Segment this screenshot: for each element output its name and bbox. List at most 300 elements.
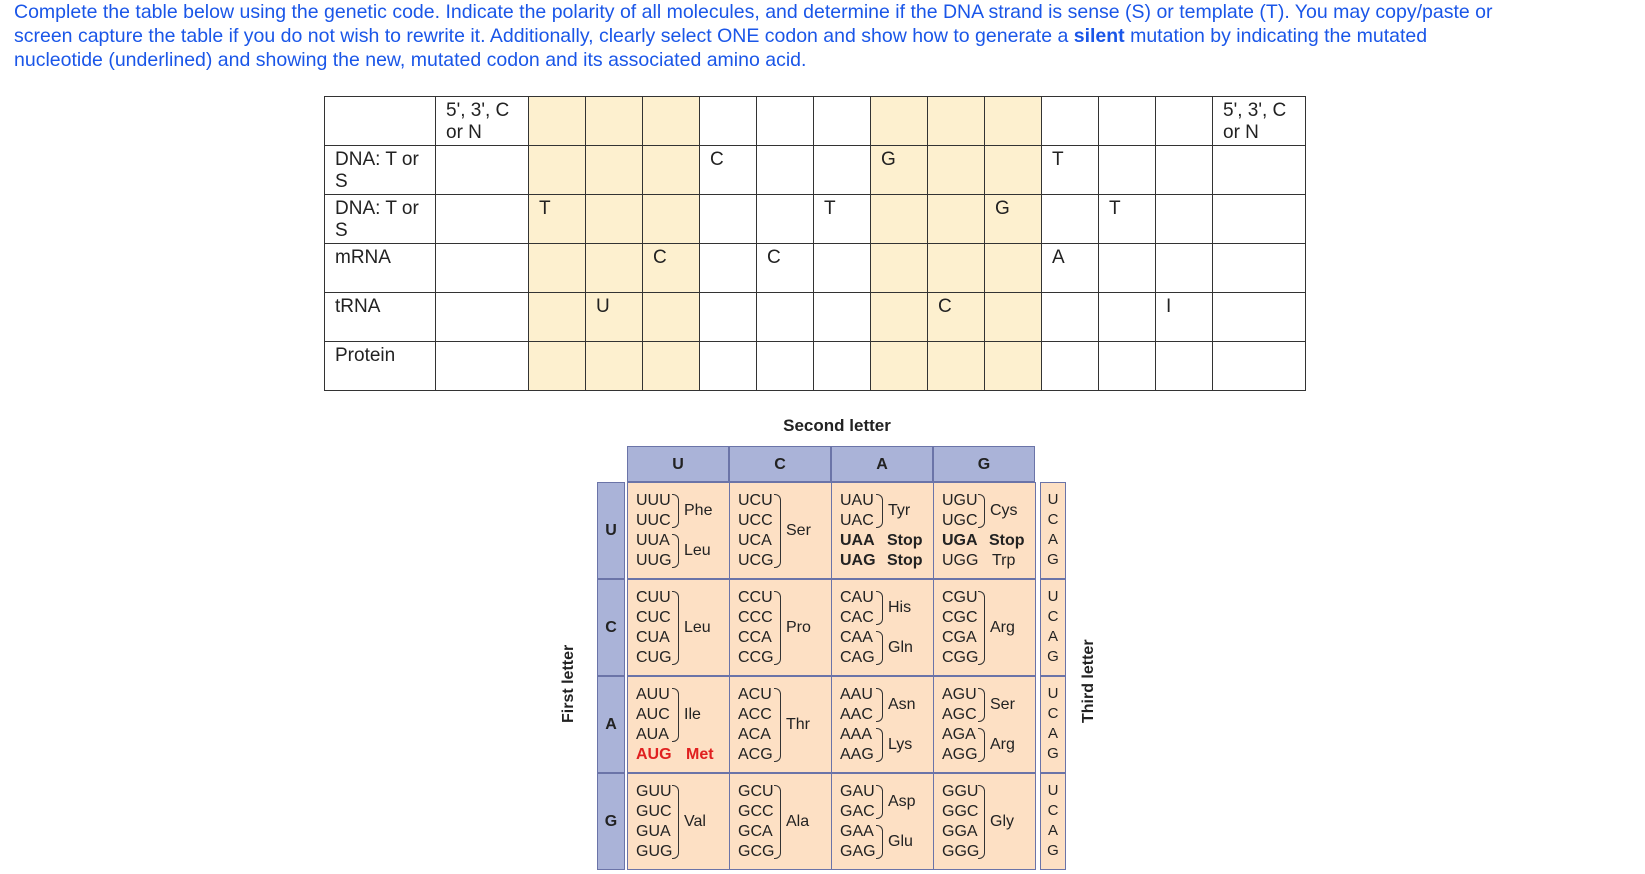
worksheet-cell[interactable]: [757, 195, 814, 244]
amino-acid: Tyr: [888, 502, 911, 519]
worksheet-cell[interactable]: [436, 293, 529, 342]
codon: CUG: [636, 649, 672, 666]
header-cell[interactable]: [1099, 97, 1156, 146]
brace: [774, 688, 781, 762]
amino-acid: Thr: [786, 716, 810, 733]
codon-cell: [933, 773, 1036, 870]
worksheet-cell-text: [586, 342, 642, 345]
worksheet-cell[interactable]: [814, 293, 871, 342]
amino-acid: Gly: [990, 813, 1014, 830]
third-letter-label: Third letter: [1080, 639, 1097, 723]
worksheet-cell-text: T: [824, 198, 836, 219]
silent-keyword: silent: [1073, 25, 1125, 47]
worksheet-cell[interactable]: [1042, 244, 1099, 293]
codon: GCU: [738, 783, 774, 800]
third-letter-u: U: [1047, 588, 1059, 605]
row-label[interactable]: [325, 146, 436, 195]
worksheet-cell-text: [985, 146, 1041, 149]
worksheet-cell-text: T: [539, 198, 551, 219]
header-cell-text: [871, 97, 927, 100]
amino-acid: Val: [684, 813, 706, 830]
worksheet-cell[interactable]: [586, 293, 643, 342]
worksheet-cell[interactable]: [1156, 244, 1213, 293]
polarity-cell-right[interactable]: [1213, 97, 1306, 146]
codon-cell: [831, 482, 934, 579]
first-letter-u: U: [597, 482, 625, 579]
codon: GAC: [840, 803, 875, 820]
codon: GAU: [840, 783, 875, 800]
codon: CGU: [942, 589, 978, 606]
codon-cell: [933, 579, 1036, 676]
worksheet-cell-text: [1042, 195, 1098, 198]
worksheet-cell-text: [529, 244, 585, 247]
worksheet-cell[interactable]: [871, 244, 928, 293]
brace: [876, 728, 883, 762]
third-letter-a: A: [1047, 725, 1058, 742]
header-cell-text: [700, 97, 756, 100]
codon: UGA: [942, 532, 978, 549]
instructions-line-2: [14, 24, 1639, 48]
amino-acid: Asn: [888, 696, 916, 713]
codon-cell: [729, 579, 832, 676]
worksheet-cell-text: [529, 293, 585, 296]
worksheet-cell[interactable]: [928, 293, 985, 342]
worksheet-cell[interactable]: [586, 146, 643, 195]
worksheet-cell[interactable]: [1099, 244, 1156, 293]
header-cell-text: [1099, 97, 1155, 100]
amino-acid: Trp: [992, 552, 1016, 569]
worksheet-cell[interactable]: [871, 195, 928, 244]
brace: [978, 688, 985, 722]
worksheet-cell-text: [436, 244, 528, 247]
worksheet-cell[interactable]: [529, 342, 586, 391]
instructions-line-1: Complete the table below using the genetic code. Indicate the polarity of all molecules, and determine if the DNA strand is sense (S) or template (T). You may copy/paste or: [14, 1, 1493, 23]
amino-acid: Ser: [990, 696, 1015, 713]
worksheet-cell-text: [1213, 244, 1305, 247]
worksheet-cell-text: C: [710, 149, 724, 170]
third-letter-u: U: [1047, 782, 1059, 799]
codon: ACA: [738, 726, 771, 743]
stop-label: Stop: [887, 552, 923, 569]
row-label-text: tRNA: [335, 296, 381, 317]
codon: CGG: [942, 649, 979, 666]
worksheet-cell[interactable]: [700, 146, 757, 195]
worksheet-cell-text: [586, 195, 642, 198]
third-letter-column: [1040, 676, 1066, 773]
codon: AAA: [840, 726, 873, 743]
codon: GUG: [636, 843, 673, 860]
codon-cell: [627, 482, 730, 579]
worksheet-cell-text: [643, 146, 699, 149]
instructions-line-2-end: mutation by indicating the mutated: [1124, 25, 1428, 47]
codon-cell: [729, 676, 832, 773]
worksheet-cell-text: [871, 244, 927, 247]
worksheet-cell[interactable]: [700, 195, 757, 244]
header-cell[interactable]: [757, 97, 814, 146]
brace: [978, 728, 985, 762]
codon: ACG: [738, 746, 773, 763]
worksheet-cell[interactable]: [1099, 195, 1156, 244]
header-cell-text: [1156, 97, 1212, 100]
brace: [672, 785, 679, 859]
third-letter-column: [1040, 482, 1066, 579]
header-cell-text: [757, 97, 813, 100]
second-letter-g: G: [933, 446, 1035, 482]
worksheet-cell[interactable]: [1042, 146, 1099, 195]
worksheet-cell-text: [643, 342, 699, 345]
codon: UGC: [942, 512, 978, 529]
codon: UCU: [738, 492, 773, 509]
worksheet-cell-text: A: [1052, 247, 1065, 268]
third-letter-g: G: [1047, 648, 1059, 665]
worksheet-cell[interactable]: [757, 293, 814, 342]
worksheet-cell[interactable]: [928, 342, 985, 391]
worksheet-cell-text: [985, 244, 1041, 247]
codon-cell: [831, 579, 934, 676]
codon: UAG: [840, 552, 876, 569]
worksheet-cell[interactable]: [1099, 293, 1156, 342]
worksheet-cell-text: [1042, 293, 1098, 296]
codon: AUU: [636, 686, 670, 703]
polarity-cell-left[interactable]: [436, 97, 529, 146]
polarity-cell-right-text: 5', 3', C or N: [1223, 100, 1287, 143]
worksheet-cell[interactable]: [436, 342, 529, 391]
brace: [978, 591, 985, 665]
worksheet-cell[interactable]: [1213, 293, 1306, 342]
codon: CCA: [738, 629, 772, 646]
amino-acid: Gln: [888, 639, 913, 656]
amino-acid: Asp: [888, 793, 916, 810]
worksheet-cell[interactable]: [586, 244, 643, 293]
brace: [876, 688, 883, 722]
worksheet-cell[interactable]: [529, 146, 586, 195]
brace: [876, 631, 883, 665]
first-letter-c: C: [597, 579, 625, 676]
header-cell-text: [985, 97, 1041, 100]
codon: AGA: [942, 726, 976, 743]
second-letter-title: Second letter: [783, 416, 891, 435]
worksheet-cell[interactable]: [529, 293, 586, 342]
codon: UCA: [738, 532, 772, 549]
third-letter-c: C: [1047, 705, 1059, 722]
brace: [774, 785, 781, 859]
brace: [672, 688, 679, 742]
codon: UAA: [840, 532, 875, 549]
row-label[interactable]: [325, 195, 436, 244]
worksheet-cell[interactable]: [1156, 342, 1213, 391]
worksheet-cell[interactable]: [1156, 293, 1213, 342]
header-cell[interactable]: [700, 97, 757, 146]
codon: AUG: [636, 746, 672, 763]
worksheet-cell[interactable]: [1099, 342, 1156, 391]
worksheet-cell-text: [757, 146, 813, 149]
worksheet-cell-text: [1099, 244, 1155, 247]
worksheet-cell-text: [814, 146, 870, 149]
worksheet-cell[interactable]: [928, 244, 985, 293]
worksheet-cell-text: [871, 293, 927, 296]
worksheet-cell[interactable]: [1042, 342, 1099, 391]
worksheet-cell-text: [1099, 342, 1155, 345]
first-letter-label: First letter: [560, 644, 577, 723]
header-cell-text: [586, 97, 642, 100]
codon-cell: [831, 676, 934, 773]
worksheet-cell[interactable]: [1213, 195, 1306, 244]
worksheet-cell[interactable]: [928, 146, 985, 195]
codon: UGU: [942, 492, 978, 509]
worksheet-cell[interactable]: [1099, 146, 1156, 195]
header-cell[interactable]: [643, 97, 700, 146]
worksheet-cell-text: G: [881, 149, 896, 170]
codon: CUU: [636, 589, 671, 606]
worksheet-cell[interactable]: [871, 293, 928, 342]
third-letter-a: A: [1047, 822, 1058, 839]
codon: AAU: [840, 686, 873, 703]
header-cell[interactable]: [586, 97, 643, 146]
codon: UAU: [840, 492, 874, 509]
polarity-cell-left-text: 5', 3', C or N: [446, 100, 510, 143]
worksheet-cell[interactable]: [814, 244, 871, 293]
header-cell[interactable]: [1156, 97, 1213, 146]
worksheet-cell[interactable]: [643, 342, 700, 391]
worksheet-cell[interactable]: [1213, 244, 1306, 293]
brace: [876, 785, 883, 819]
third-letter-column: [1040, 579, 1066, 676]
header-cell[interactable]: [529, 97, 586, 146]
codon: AGU: [942, 686, 977, 703]
codon: ACU: [738, 686, 772, 703]
row-label[interactable]: [325, 342, 436, 391]
header-cell-text: [928, 97, 984, 100]
codon: GCG: [738, 843, 775, 860]
worksheet-cell-text: [436, 293, 528, 296]
third-letter-a: A: [1047, 628, 1058, 645]
worksheet-cell[interactable]: [757, 244, 814, 293]
worksheet-cell-text: [1156, 146, 1212, 149]
worksheet-cell[interactable]: [814, 195, 871, 244]
amino-acid: Arg: [990, 619, 1015, 636]
worksheet-cell[interactable]: [985, 342, 1042, 391]
worksheet-cell[interactable]: [700, 342, 757, 391]
worksheet-cell[interactable]: [871, 146, 928, 195]
start-codon-label: Met: [686, 746, 714, 763]
third-letter-c: C: [1047, 802, 1059, 819]
worksheet-cell[interactable]: [643, 195, 700, 244]
first-letter-g: G: [597, 773, 625, 870]
codon: GUA: [636, 823, 671, 840]
header-blank-cell[interactable]: [325, 97, 436, 146]
row-label[interactable]: [325, 293, 436, 342]
worksheet-cell-text: [700, 293, 756, 296]
worksheet-cell-text: [586, 244, 642, 247]
worksheet-cell-text: [700, 342, 756, 345]
second-letter-a: A: [831, 446, 933, 482]
codon-cell: [831, 773, 934, 870]
codon: CCU: [738, 589, 773, 606]
worksheet-cell[interactable]: [1042, 195, 1099, 244]
worksheet-cell[interactable]: [1042, 293, 1099, 342]
codon: CUA: [636, 629, 670, 646]
worksheet-cell-text: [700, 244, 756, 247]
codon: UUG: [636, 552, 672, 569]
worksheet-cell-text: [1213, 293, 1305, 296]
header-cell[interactable]: [928, 97, 985, 146]
third-letter-g: G: [1047, 745, 1059, 762]
worksheet-cell[interactable]: [436, 244, 529, 293]
worksheet-cell-text: T: [1052, 149, 1064, 170]
worksheet-cell[interactable]: [1213, 342, 1306, 391]
worksheet-cell-text: [1042, 342, 1098, 345]
codon: CAU: [840, 589, 874, 606]
amino-acid: Leu: [684, 542, 711, 559]
worksheet-cell-text: I: [1166, 296, 1172, 317]
header-cell[interactable]: [814, 97, 871, 146]
worksheet-cell-text: [1156, 244, 1212, 247]
amino-acid: Phe: [684, 502, 713, 519]
codon: UUU: [636, 492, 671, 509]
worksheet-cell[interactable]: [436, 195, 529, 244]
worksheet-cell[interactable]: [643, 293, 700, 342]
codon: AAG: [840, 746, 874, 763]
codon: GAG: [840, 843, 876, 860]
worksheet-cell[interactable]: [1213, 146, 1306, 195]
codon: CAA: [840, 629, 873, 646]
codon: CUC: [636, 609, 671, 626]
third-letter-column: [1040, 773, 1066, 870]
codon: CCC: [738, 609, 773, 626]
amino-acid: Cys: [990, 502, 1018, 519]
codon: GGC: [942, 803, 979, 820]
worksheet-cell-text: C: [938, 296, 952, 317]
worksheet-cell-text: [586, 146, 642, 149]
amino-acid: Glu: [888, 833, 913, 850]
worksheet-cell-text: U: [596, 296, 610, 317]
header-cell-text: [814, 97, 870, 100]
worksheet-cell[interactable]: [436, 146, 529, 195]
codon-cell: [729, 482, 832, 579]
worksheet-cell-text: [436, 146, 528, 149]
header-cell[interactable]: [871, 97, 928, 146]
worksheet-cell[interactable]: [1156, 195, 1213, 244]
instructions: [14, 0, 1639, 72]
worksheet-cell-text: [928, 195, 984, 198]
instructions-line-2-start: screen capture the table if you do not wish to rewrite it. Additionally, clearly select ONE codon and show how to generate a: [14, 25, 1074, 47]
worksheet-cell-text: [928, 146, 984, 149]
worksheet-cell[interactable]: [985, 244, 1042, 293]
codon: AUC: [636, 706, 670, 723]
codon: UCC: [738, 512, 773, 529]
codon: GGG: [942, 843, 980, 860]
worksheet-cell-text: [814, 342, 870, 345]
worksheet-cell[interactable]: [757, 342, 814, 391]
codon: UUC: [636, 512, 671, 529]
worksheet-cell[interactable]: [985, 146, 1042, 195]
brace: [672, 534, 679, 568]
worksheet-cell[interactable]: [643, 244, 700, 293]
worksheet-cell[interactable]: [529, 244, 586, 293]
worksheet-cell[interactable]: [700, 244, 757, 293]
worksheet-cell-text: [757, 342, 813, 345]
brace: [876, 591, 883, 625]
worksheet-cell-text: [1213, 146, 1305, 149]
worksheet-cell[interactable]: [529, 195, 586, 244]
amino-acid: Ser: [786, 522, 811, 539]
third-letter-g: G: [1047, 551, 1059, 568]
header-blank-cell-text: [325, 97, 435, 100]
amino-acid: Arg: [990, 736, 1015, 753]
codon: GCC: [738, 803, 774, 820]
worksheet-cell[interactable]: [871, 342, 928, 391]
worksheet-cell[interactable]: [985, 195, 1042, 244]
worksheet-cell[interactable]: [757, 146, 814, 195]
worksheet-cell-text: [1213, 342, 1305, 345]
codon-cell: [627, 773, 730, 870]
codon-cell: [933, 482, 1036, 579]
codon-cell: [729, 773, 832, 870]
row-label-text: DNA: T or S: [335, 149, 419, 192]
third-letter-u: U: [1047, 491, 1059, 508]
row-label[interactable]: [325, 244, 436, 293]
codon: GUU: [636, 783, 672, 800]
third-letter-u: U: [1047, 685, 1059, 702]
worksheet-cell-text: [1213, 195, 1305, 198]
worksheet-cell-text: [700, 195, 756, 198]
amino-acid: Pro: [786, 619, 811, 636]
worksheet-cell[interactable]: [985, 293, 1042, 342]
codon-cell: [933, 676, 1036, 773]
worksheet-cell-text: [814, 244, 870, 247]
codon: CAC: [840, 609, 874, 626]
worksheet-cell-text: [1156, 195, 1212, 198]
worksheet-cell[interactable]: [586, 342, 643, 391]
worksheet-cell-text: [1099, 146, 1155, 149]
codon-cell: [627, 676, 730, 773]
worksheet-cell-text: C: [767, 247, 781, 268]
codon: GGA: [942, 823, 978, 840]
codon: UCG: [738, 552, 774, 569]
codon: CGA: [942, 629, 977, 646]
codon: UGG: [942, 552, 979, 569]
worksheet-cell-text: [928, 342, 984, 345]
worksheet-cell-text: [757, 293, 813, 296]
worksheet-cell[interactable]: [928, 195, 985, 244]
row-label-text: mRNA: [335, 247, 391, 268]
worksheet-cell[interactable]: [586, 195, 643, 244]
codon: UAC: [840, 512, 874, 529]
worksheet-cell[interactable]: [700, 293, 757, 342]
codon: ACC: [738, 706, 772, 723]
worksheet-cell-text: [1099, 293, 1155, 296]
worksheet-cell[interactable]: [643, 146, 700, 195]
worksheet-cell-text: [436, 342, 528, 345]
stop-label: Stop: [989, 532, 1025, 549]
third-letter-c: C: [1047, 608, 1059, 625]
brace: [978, 785, 985, 859]
worksheet-cell[interactable]: [814, 146, 871, 195]
worksheet-table: [324, 96, 1306, 391]
amino-acid: Lys: [888, 736, 913, 753]
codon: CCG: [738, 649, 774, 666]
header-cell[interactable]: [1042, 97, 1099, 146]
row-label-text: Protein: [335, 345, 396, 366]
worksheet-cell[interactable]: [1156, 146, 1213, 195]
third-letter-a: A: [1047, 531, 1058, 548]
codon: CGC: [942, 609, 978, 626]
worksheet-cell[interactable]: [814, 342, 871, 391]
codon: AGC: [942, 706, 977, 723]
header-cell[interactable]: [985, 97, 1042, 146]
amino-acid: Ala: [786, 813, 810, 830]
header-cell-text: [529, 97, 585, 100]
